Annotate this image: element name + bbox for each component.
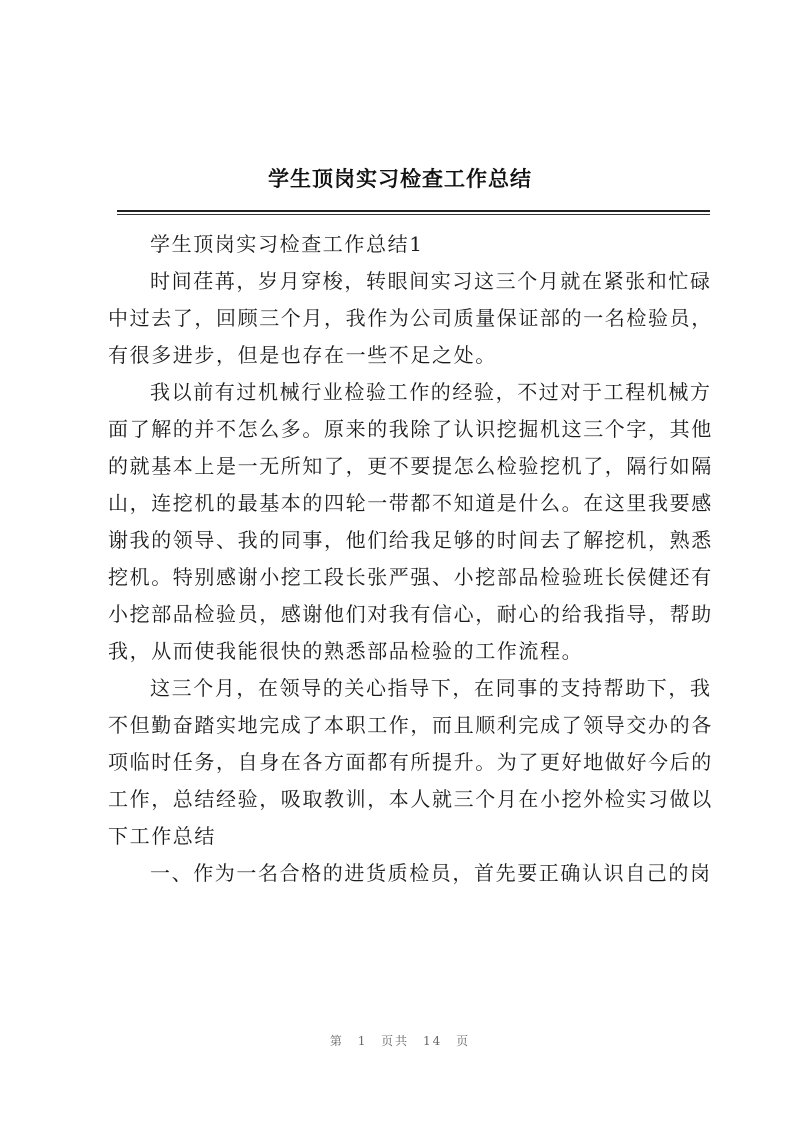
document-title: 学生顶岗实习检查工作总结: [268, 167, 532, 191]
body-line: 有很多进步，但是也存在一些不足之处。: [108, 343, 497, 367]
body-line: 学生顶岗实习检查工作总结1: [150, 232, 424, 256]
body-line: 我，从而使我能很快的熟悉部品检验的工作流程。: [108, 639, 584, 663]
body-line: 时间荏苒，岁月穿梭，转眼间实习这三个月就在紧张和忙碌: [150, 269, 712, 293]
footer-total-pages: 14: [423, 1034, 443, 1048]
body-line: 中过去了，回顾三个月，我作为公司质量保证部的一名检验员，: [108, 306, 713, 330]
title-rule-thick: [117, 210, 710, 212]
body-line: 挖机。特别感谢小挖工段长张严强、小挖部品检验班长侯健还有: [108, 565, 713, 589]
body-line: 一、作为一名合格的进货质检员，首先要正确认识自己的岗: [150, 861, 712, 885]
body-line: 我以前有过机械行业检验工作的经验，不过对于工程机械方: [150, 380, 712, 404]
title-rule-thin: [117, 214, 710, 215]
body-line: 这三个月，在领导的关心指导下，在同事的支持帮助下，我: [150, 676, 712, 700]
body-line: 山，连挖机的最基本的四轮一带都不知道是什么。在这里我要感: [108, 491, 713, 515]
body-line: 工作，总结经验，吸取教训，本人就三个月在小挖外检实习做以: [108, 787, 713, 811]
body-line: 项临时任务，自身在各方面都有所提升。为了更好地做好今后的: [108, 750, 713, 774]
body-line: 谢我的领导、我的同事，他们给我足够的时间去了解挖机，熟悉: [108, 528, 713, 552]
document-body: [108, 226, 711, 892]
footer-label-page: 第: [329, 1034, 344, 1048]
body-line: 面了解的并不怎么多。原来的我除了认识挖掘机这三个字，其他: [108, 417, 713, 441]
body-line: 的就基本上是一无所知了，更不要提怎么检验挖机了，隔行如隔: [108, 454, 713, 478]
body-line: 小挖部品检验员，感谢他们对我有信心，耐心的给我指导，帮助: [108, 602, 713, 626]
footer-current-page: 1: [357, 1034, 368, 1048]
page-footer: [0, 1032, 800, 1049]
footer-label-end: 页: [456, 1034, 471, 1048]
body-line: 下工作总结: [108, 824, 216, 848]
footer-label-of: 页共: [381, 1034, 410, 1048]
body-line: 不但勤奋踏实地完成了本职工作，而且顺利完成了领导交办的各: [108, 713, 713, 737]
